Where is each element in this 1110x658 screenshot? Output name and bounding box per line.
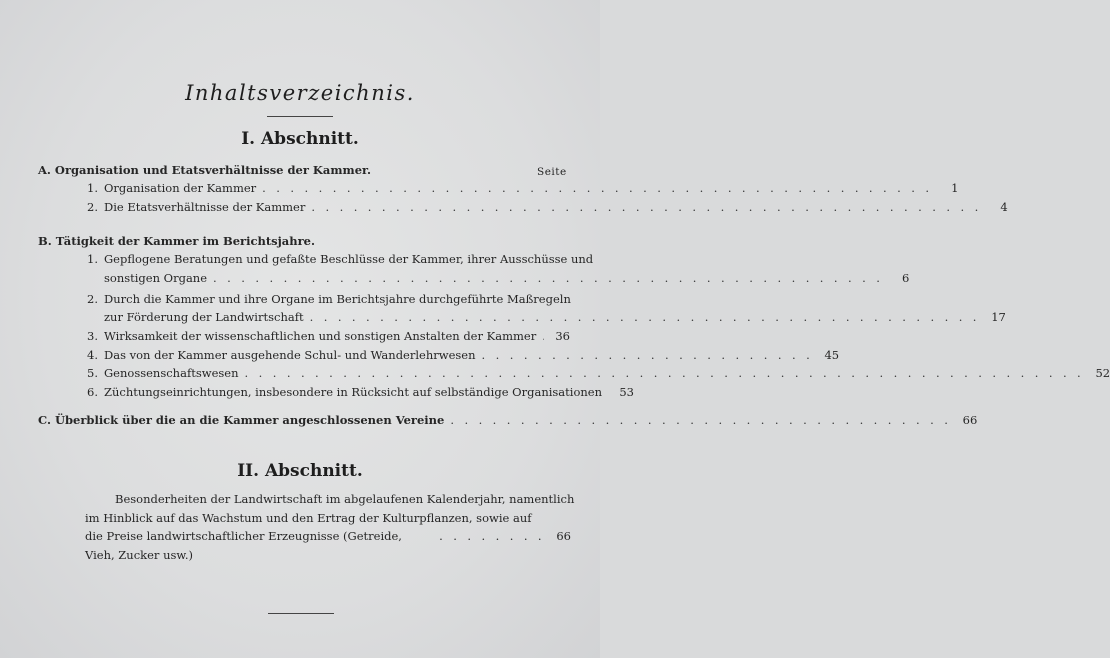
toc-entry[interactable] bbox=[78, 329, 570, 343]
toc-entry-line1[interactable] bbox=[78, 252, 593, 266]
entry-number: 2. bbox=[87, 200, 98, 214]
entry-page: 36 bbox=[555, 329, 570, 343]
leader-dots: . . . . . . . . . . . . . . . . . . . . . . . . . . . . . . . . . . . . . . . . . . . . . . . . bbox=[309, 310, 980, 324]
leader-dots: . . . . . . . . bbox=[439, 529, 545, 543]
group-a-label: A. Organisation und Etatsverhältnisse der Kammer. bbox=[38, 163, 372, 177]
leader-dots: . . . . . . . . . . . . . . . . . . . . . . . . . . . . . . . . . . . . . . . . . . . . . . . . bbox=[311, 200, 982, 214]
title-divider bbox=[267, 116, 333, 117]
entry-title: Genossenschaftswesen bbox=[104, 366, 239, 380]
entry-number: 4. bbox=[87, 348, 98, 362]
entry-title: Durch die Kammer und ihre Organe im Berichtsjahre durchgeführte Maßregeln bbox=[104, 292, 571, 306]
footer-divider bbox=[268, 613, 334, 614]
entry-text-line: die Preise landwirtschaftlicher Erzeugnisse (Getreide, Vieh, Zucker usw.) bbox=[85, 529, 402, 562]
entry-title: Die Etatsverhältnisse der Kammer bbox=[104, 200, 306, 214]
entry-number: 1. bbox=[87, 252, 98, 266]
leader-dots: . . . . . . . . . . . . . . . . . . . . . . . . . . . . . . . . . . . . . . . . . . . . . . . . bbox=[262, 181, 933, 195]
entry-page: 52 bbox=[1095, 366, 1110, 380]
entry-text-line: im Hinblick auf das Wachstum und den Ertrag der Kulturpflanzen, sowie auf bbox=[85, 510, 532, 525]
entry-title: Gepflogene Beratungen und gefaßte Beschlüsse der Kammer, ihrer Ausschüsse und bbox=[104, 252, 594, 266]
entry-number: 2. bbox=[87, 292, 98, 306]
entry-page: 66 bbox=[556, 529, 571, 543]
group-c-label: C. Überblick über die an die Kammer angeschlossenen Vereine bbox=[38, 413, 445, 427]
entry-page: 66 bbox=[962, 413, 978, 427]
toc-entry[interactable] bbox=[78, 385, 634, 399]
entry-title: Züchtungseinrichtungen, insbesondere in Rücksicht auf selbständige Organisationen bbox=[104, 385, 602, 399]
group-b-label: B. Tätigkeit der Kammer im Berichtsjahre. bbox=[38, 234, 315, 248]
entry-page: 4 bbox=[1000, 200, 1008, 214]
leader-dots: . . . . . . . . . . . . . . . . . . . . . . . . . . . . . . . . . . . . . . . . . . . . . . . . bbox=[213, 271, 884, 285]
entry-title-cont: sonstigen Organe bbox=[104, 271, 208, 285]
toc-entry[interactable] bbox=[38, 413, 978, 427]
entry-title: Wirksamkeit der wissenschaftlichen und sonstigen Anstalten der Kammer bbox=[104, 329, 537, 343]
toc-entry[interactable] bbox=[78, 366, 1110, 380]
entry-page: 17 bbox=[991, 310, 1006, 324]
entry-text-line: Besonderheiten der Landwirtschaft im abgelaufenen Kalenderjahr, namentlich bbox=[115, 492, 575, 506]
entry-page: 1 bbox=[951, 181, 959, 195]
entry-number: 6. bbox=[87, 385, 98, 399]
entry-number: 1. bbox=[87, 181, 98, 195]
toc-entry[interactable] bbox=[78, 348, 840, 362]
leader-dots: . . . . . . . . . . . . . . . . . . . . . . . . . . . . . . . . . . . . bbox=[450, 413, 952, 427]
entry-page: 53 bbox=[619, 385, 634, 399]
leader-dots: . . . . . . . . . . . . . . . . . . . . . . . . bbox=[481, 348, 814, 362]
page-column-header: Seite bbox=[537, 166, 567, 178]
entry-title: Das von der Kammer ausgehende Schul- und Wanderlehrwesen bbox=[104, 348, 476, 362]
entry-page: 6 bbox=[901, 271, 910, 285]
leader-dots: . . . . . . . . . . . . . . . . . . . . . . . . . . . . . . . . . . . . . . . . . . . . . . . . . . . . . . . . . . . . bbox=[244, 366, 1085, 380]
entry-page: 45 bbox=[824, 348, 840, 362]
entry-number: 5. bbox=[87, 366, 98, 380]
toc-entry-line2[interactable] bbox=[104, 310, 1006, 324]
page-title: Inhaltsverzeichnis. bbox=[185, 81, 415, 105]
entry-title: Organisation der Kammer bbox=[104, 181, 257, 195]
entry-number: 3. bbox=[87, 329, 98, 343]
section-2-heading: II. Abschnitt. bbox=[237, 461, 363, 481]
leader-dots bbox=[542, 329, 544, 343]
section-1-heading: I. Abschnitt. bbox=[241, 129, 359, 149]
toc-entry-line2[interactable] bbox=[104, 271, 910, 285]
toc-entry[interactable] bbox=[78, 181, 959, 195]
section-2-entry[interactable] bbox=[85, 490, 575, 564]
toc-entry-line1[interactable] bbox=[78, 292, 571, 306]
entry-title-cont: zur Förderung der Landwirtschaft bbox=[104, 310, 304, 324]
toc-entry[interactable] bbox=[78, 200, 1008, 214]
